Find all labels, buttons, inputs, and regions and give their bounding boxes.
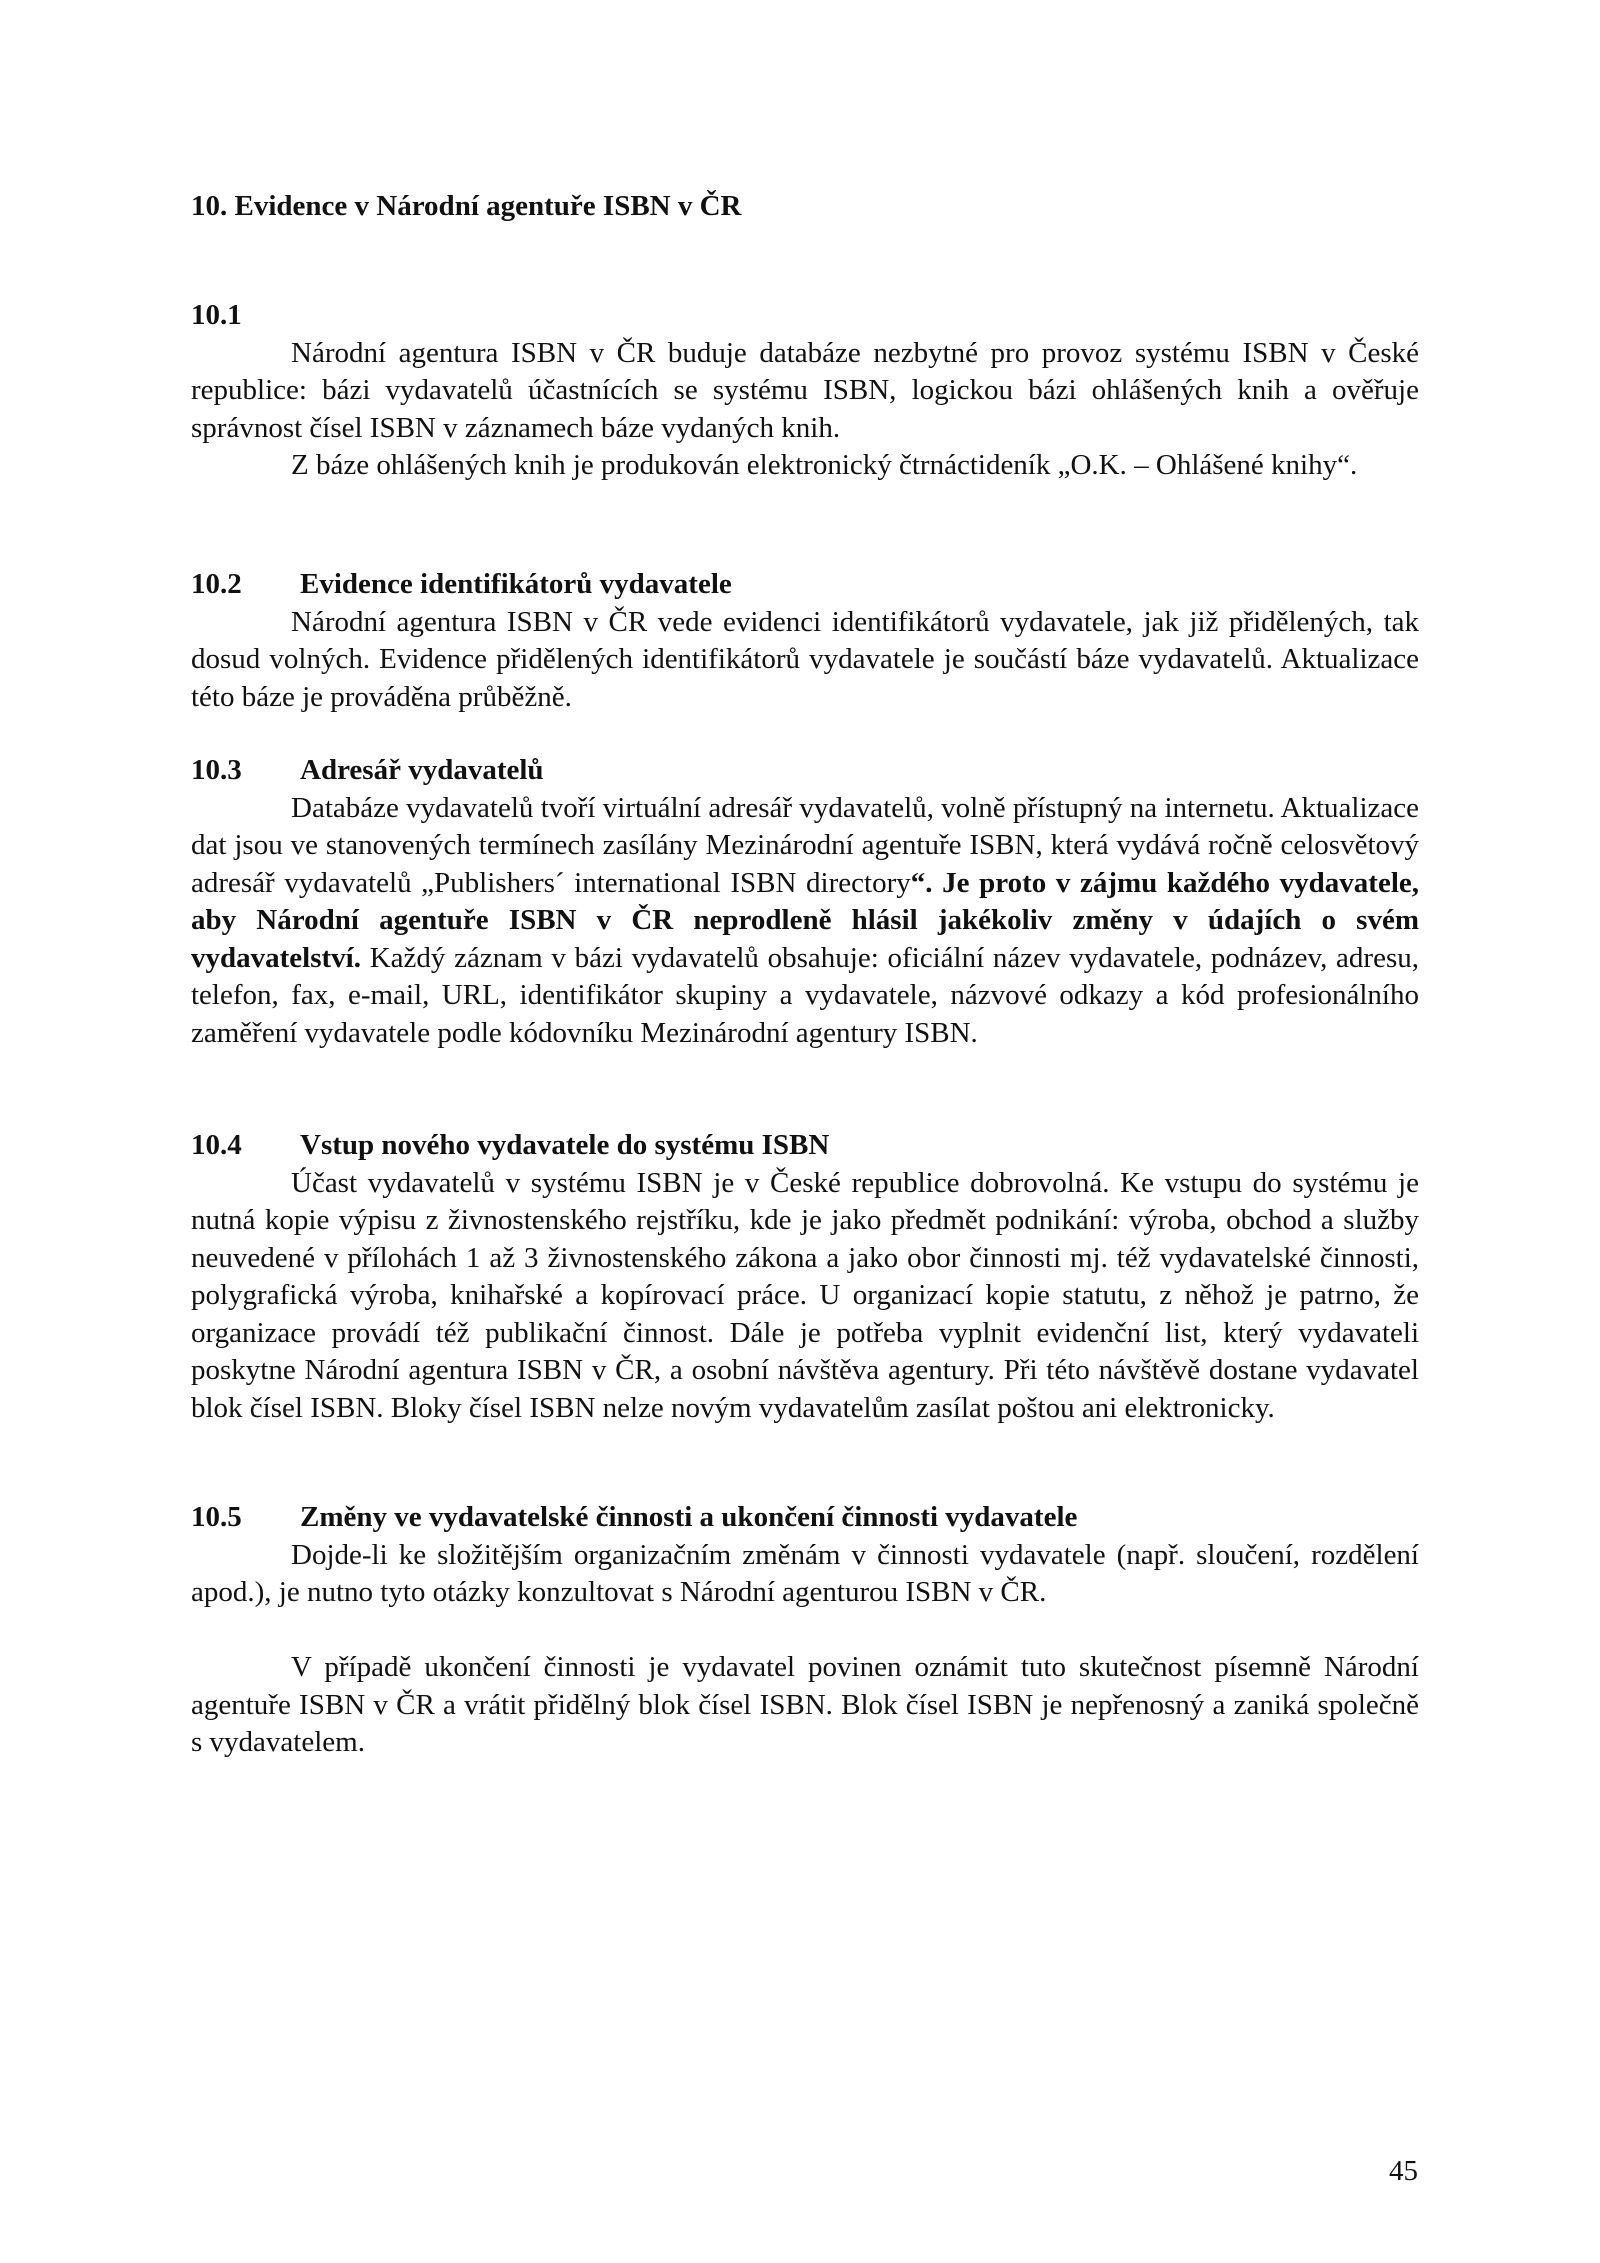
section-10-5 [191, 1499, 1419, 1762]
section-number: 10.1 [191, 299, 242, 331]
paragraph: Z báze ohlášených knih je produkován elektronický čtrnáctideník „O.K. – Ohlášené knihy“. [291, 449, 1358, 481]
section-title: Evidence identifikátorů vydavatele [300, 568, 732, 600]
section-title: Vstup nového vydavatele do systému ISBN [300, 1129, 830, 1161]
paragraph [191, 790, 1419, 1053]
section-10-4 [191, 1127, 1419, 1427]
paragraph: Národní agentura ISBN v ČR buduje databáze nezbytné pro provoz systému ISBN v České republice: bázi vydavatelů účastnících se systému ISBN, logickou bázi ohlášených knih a ověřuje správnost čísel ISBN v záznamech báze vydaných knih. [191, 336, 1419, 444]
paragraph-emphasis: “. Je proto v zájmu každého vydavatele, aby Národní agentuře ISBN v ČR neprodleně hlásil jakékoliv změny v údajích o svém vydavatelství. [191, 866, 1419, 974]
paragraph-text: Databáze vydavatelů tvoří virtuální adresář vydavatelů, volně přístupný na internetu. Aktualizace dat jsou ve stanovených termínech zasílány Mezinárodní agentuře ISBN, která vydává ročně celosvětový adresář vydavatelů „Publishers´ international ISBN directory [191, 791, 1419, 899]
section-heading [191, 566, 1419, 604]
section-10-1 [191, 297, 1419, 485]
page-number: 45 [1389, 2155, 1418, 2187]
section-number: 10.2 [191, 568, 242, 600]
paragraph: Dojde-li ke složitějším organizačním změnám v činnosti vydavatele (např. sloučení, rozdělení apod.), je nutno tyto otázky konzultovat s Národní agenturou ISBN v ČR. [191, 1538, 1419, 1608]
paragraph: Účast vydavatelů v systému ISBN je v České republice dobrovolná. Ke vstupu do systému je nutná kopie výpisu z živnostenského rejstříku, kde je jako předmět podnikání: výroba, obchod a služby neuvedené v přílohách 1 až 3 živnostenského zákona a jako obor činnosti mj. též vydavatelské činnosti, polygrafická výroba, knihařské a kopírovací práce. U organizací kopie statutu, z něhož je patrno, že organizace provádí též publikační činnost. Dále je potřeba vyplnit evidenční list, který vydavateli poskytne Národní agentura ISBN v ČR, a osobní návštěva agentury. Při této návštěvě dostane vydavatel blok čísel ISBN. Bloky čísel ISBN nelze novým vydavatelům zasílat poštou ani elektronicky. [191, 1166, 1419, 1424]
section-heading [191, 1499, 1419, 1537]
section-heading [191, 297, 1419, 335]
paragraph: V případě ukončení činnosti je vydavatel povinen oznámit tuto skutečnost písemně Národní agentuře ISBN v ČR a vrátit přidělný blok čísel ISBN. Blok čísel ISBN je nepřenosný a zaniká společně s vydavatelem. [191, 1651, 1419, 1758]
section-number: 10.3 [191, 754, 242, 786]
chapter-title: 10. Evidence v Národní agentuře ISBN v ČR [191, 190, 742, 222]
section-title: Změny ve vydavatelské činnosti a ukončení činnosti vydavatele [300, 1501, 1078, 1533]
section-number: 10.4 [191, 1129, 242, 1161]
paragraph-text: Každý záznam v bázi vydavatelů obsahuje: oficiální název vydavatele, podnázev, adresu, telefon, fax, e-mail, URL, identifikátor skupiny a vydavatele, názvové odkazy a kód profesionálního zaměření vydavatele podle kódovníku Mezinárodní agentury ISBN. [191, 941, 1419, 1049]
section-number: 10.5 [191, 1501, 242, 1533]
section-title: Adresář vydavatelů [300, 754, 544, 786]
paragraph: Národní agentura ISBN v ČR vede evidenci identifikátorů vydavatele, jak již přidělených, tak dosud volných. Evidence přidělených identifikátorů vydavatele je součástí báze vydavatelů. Aktualizace této báze je prováděna průběžně. [191, 605, 1419, 713]
section-heading [191, 752, 1419, 790]
section-10-2 [191, 566, 1419, 716]
section-heading [191, 1127, 1419, 1165]
section-10-3 [191, 752, 1419, 1052]
